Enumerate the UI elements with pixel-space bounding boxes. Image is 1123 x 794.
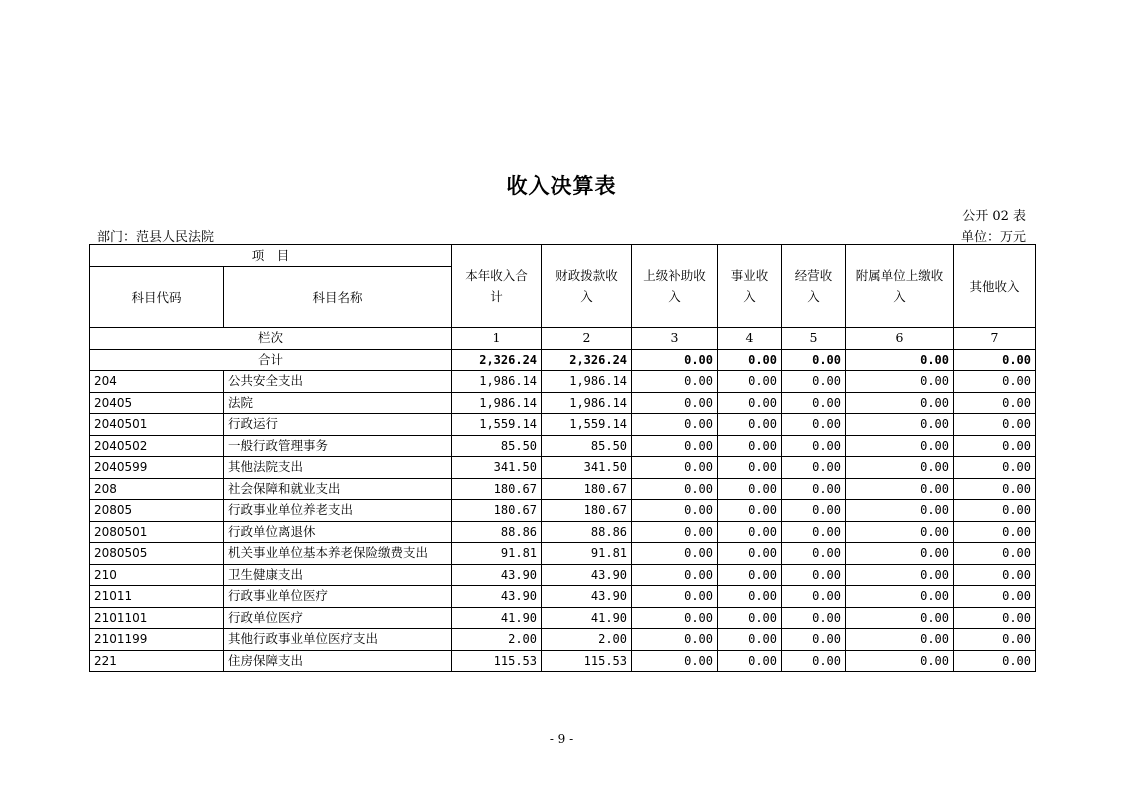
column-header: 上级补助收 入 [632, 245, 718, 328]
amount-cell: 180.67 [542, 478, 632, 500]
amount-cell: 0.00 [632, 478, 718, 500]
amount-cell: 0.00 [718, 629, 782, 651]
amount-cell: 88.86 [452, 521, 542, 543]
index-cell: 4 [718, 328, 782, 350]
amount-cell: 0.00 [718, 650, 782, 672]
amount-cell: 180.67 [542, 500, 632, 522]
amount-cell: 91.81 [542, 543, 632, 565]
amount-cell: 2.00 [542, 629, 632, 651]
amount-cell: 0.00 [718, 543, 782, 565]
amount-cell: 0.00 [632, 543, 718, 565]
index-cell: 6 [846, 328, 954, 350]
amount-cell: 0.00 [954, 500, 1036, 522]
table-row [90, 629, 1036, 651]
subject-code: 2040501 [90, 414, 224, 436]
table-row [90, 435, 1036, 457]
amount-cell: 0.00 [782, 564, 846, 586]
table-row [90, 543, 1036, 565]
amount-cell: 0.00 [782, 607, 846, 629]
amount-cell: 0.00 [846, 650, 954, 672]
index-row [90, 328, 1036, 350]
subject-code: 204 [90, 371, 224, 393]
subject-code: 210 [90, 564, 224, 586]
column-header: 附属单位上缴收 入 [846, 245, 954, 328]
amount-cell: 0.00 [846, 521, 954, 543]
amount-cell: 0.00 [846, 371, 954, 393]
subject-name: 机关事业单位基本养老保险缴费支出 [224, 543, 452, 565]
form-number: 公开 02 表 [962, 209, 1026, 224]
amount-cell: 0.00 [782, 435, 846, 457]
index-cell: 7 [954, 328, 1036, 350]
amount-cell: 2.00 [452, 629, 542, 651]
index-label: 栏次 [90, 328, 452, 350]
subject-name: 住房保障支出 [224, 650, 452, 672]
amount-cell: 0.00 [782, 586, 846, 608]
subject-name: 法院 [224, 392, 452, 414]
table-row [90, 392, 1036, 414]
amount-cell: 0.00 [718, 521, 782, 543]
amount-cell: 0.00 [632, 371, 718, 393]
total-value: 0.00 [954, 349, 1036, 371]
amount-cell: 0.00 [846, 435, 954, 457]
amount-cell: 1,986.14 [542, 392, 632, 414]
column-header: 财政拨款收 入 [542, 245, 632, 328]
table-row [90, 500, 1036, 522]
amount-cell: 43.90 [452, 564, 542, 586]
amount-cell: 0.00 [782, 650, 846, 672]
amount-cell: 0.00 [782, 500, 846, 522]
amount-cell: 1,986.14 [542, 371, 632, 393]
amount-cell: 180.67 [452, 478, 542, 500]
header-row-project [90, 245, 1036, 267]
amount-cell: 0.00 [718, 478, 782, 500]
amount-cell: 43.90 [542, 586, 632, 608]
amount-cell: 0.00 [782, 371, 846, 393]
index-cell: 5 [782, 328, 846, 350]
subject-code: 21011 [90, 586, 224, 608]
amount-cell: 0.00 [632, 586, 718, 608]
amount-cell: 85.50 [452, 435, 542, 457]
amount-cell: 0.00 [632, 435, 718, 457]
amount-cell: 0.00 [632, 521, 718, 543]
amount-cell: 0.00 [718, 586, 782, 608]
amount-cell: 41.90 [452, 607, 542, 629]
amount-cell: 1,559.14 [452, 414, 542, 436]
subject-code: 20805 [90, 500, 224, 522]
amount-cell: 0.00 [846, 457, 954, 479]
subject-name: 行政运行 [224, 414, 452, 436]
index-cell: 2 [542, 328, 632, 350]
amount-cell: 0.00 [632, 629, 718, 651]
subject-name: 行政单位离退休 [224, 521, 452, 543]
table-row [90, 650, 1036, 672]
name-header: 科目名称 [224, 267, 452, 328]
subject-code: 2101199 [90, 629, 224, 651]
amount-cell: 1,986.14 [452, 392, 542, 414]
amount-cell: 0.00 [954, 392, 1036, 414]
amount-cell: 0.00 [718, 414, 782, 436]
subject-code: 20405 [90, 392, 224, 414]
department-label: 部门：范县人民法院 [97, 230, 215, 245]
subject-name: 其他法院支出 [224, 457, 452, 479]
subject-code: 2040502 [90, 435, 224, 457]
amount-cell: 0.00 [782, 521, 846, 543]
amount-cell: 0.00 [846, 414, 954, 436]
subject-code: 2080501 [90, 521, 224, 543]
amount-cell: 0.00 [954, 521, 1036, 543]
amount-cell: 0.00 [718, 392, 782, 414]
amount-cell: 0.00 [782, 414, 846, 436]
amount-cell: 180.67 [452, 500, 542, 522]
amount-cell: 0.00 [846, 478, 954, 500]
amount-cell: 0.00 [954, 564, 1036, 586]
total-row [90, 349, 1036, 371]
subject-name: 行政事业单位医疗 [224, 586, 452, 608]
amount-cell: 0.00 [718, 607, 782, 629]
amount-cell: 0.00 [718, 457, 782, 479]
amount-cell: 43.90 [542, 564, 632, 586]
index-cell: 3 [632, 328, 718, 350]
subject-name: 一般行政管理事务 [224, 435, 452, 457]
amount-cell: 0.00 [782, 478, 846, 500]
amount-cell: 0.00 [782, 543, 846, 565]
total-value: 0.00 [718, 349, 782, 371]
amount-cell: 0.00 [718, 564, 782, 586]
amount-cell: 43.90 [452, 586, 542, 608]
amount-cell: 0.00 [782, 629, 846, 651]
amount-cell: 41.90 [542, 607, 632, 629]
amount-cell: 0.00 [718, 435, 782, 457]
amount-cell: 341.50 [542, 457, 632, 479]
table-row [90, 564, 1036, 586]
amount-cell: 0.00 [632, 392, 718, 414]
subject-code: 221 [90, 650, 224, 672]
amount-cell: 0.00 [846, 607, 954, 629]
amount-cell: 0.00 [632, 564, 718, 586]
amount-cell: 0.00 [954, 607, 1036, 629]
amount-cell: 0.00 [954, 629, 1036, 651]
amount-cell: 0.00 [782, 392, 846, 414]
column-header: 事业收 入 [718, 245, 782, 328]
index-cell: 1 [452, 328, 542, 350]
column-header: 本年收入合 计 [452, 245, 542, 328]
column-header: 经营收 入 [782, 245, 846, 328]
project-header: 项 目 [90, 245, 452, 267]
amount-cell: 0.00 [846, 392, 954, 414]
amount-cell: 0.00 [954, 371, 1036, 393]
amount-cell: 1,559.14 [542, 414, 632, 436]
total-value: 2,326.24 [542, 349, 632, 371]
subject-name: 公共安全支出 [224, 371, 452, 393]
total-value: 0.00 [782, 349, 846, 371]
table-row [90, 457, 1036, 479]
amount-cell: 0.00 [632, 457, 718, 479]
amount-cell: 0.00 [954, 478, 1036, 500]
subject-code: 2101101 [90, 607, 224, 629]
amount-cell: 0.00 [954, 586, 1036, 608]
subject-name: 行政事业单位养老支出 [224, 500, 452, 522]
amount-cell: 0.00 [632, 607, 718, 629]
amount-cell: 341.50 [452, 457, 542, 479]
amount-cell: 0.00 [632, 500, 718, 522]
total-value: 0.00 [846, 349, 954, 371]
table-row [90, 607, 1036, 629]
table-row [90, 521, 1036, 543]
subject-name: 行政单位医疗 [224, 607, 452, 629]
subject-name: 卫生健康支出 [224, 564, 452, 586]
total-value: 2,326.24 [452, 349, 542, 371]
amount-cell: 0.00 [954, 414, 1036, 436]
subject-code: 2080505 [90, 543, 224, 565]
table-row [90, 414, 1036, 436]
subject-name: 其他行政事业单位医疗支出 [224, 629, 452, 651]
amount-cell: 0.00 [846, 500, 954, 522]
income-table [89, 244, 1036, 672]
amount-cell: 0.00 [954, 650, 1036, 672]
amount-cell: 85.50 [542, 435, 632, 457]
amount-cell: 91.81 [452, 543, 542, 565]
amount-cell: 115.53 [452, 650, 542, 672]
page-title: 收入决算表 [506, 173, 617, 198]
amount-cell: 0.00 [718, 500, 782, 522]
amount-cell: 0.00 [632, 650, 718, 672]
amount-cell: 0.00 [846, 543, 954, 565]
amount-cell: 0.00 [846, 629, 954, 651]
amount-cell: 0.00 [718, 371, 782, 393]
amount-cell: 0.00 [954, 457, 1036, 479]
table-row [90, 586, 1036, 608]
amount-cell: 0.00 [846, 564, 954, 586]
amount-cell: 0.00 [954, 543, 1036, 565]
code-header: 科目代码 [90, 267, 224, 328]
total-label: 合计 [90, 349, 452, 371]
subject-name: 社会保障和就业支出 [224, 478, 452, 500]
amount-cell: 88.86 [542, 521, 632, 543]
table-row [90, 371, 1036, 393]
amount-cell: 0.00 [846, 586, 954, 608]
subject-code: 208 [90, 478, 224, 500]
page-number: - 9 - [549, 732, 574, 746]
total-value: 0.00 [632, 349, 718, 371]
amount-cell: 0.00 [632, 414, 718, 436]
unit-label: 单位：万元 [960, 230, 1026, 245]
column-header: 其他收入 [954, 245, 1036, 328]
amount-cell: 115.53 [542, 650, 632, 672]
amount-cell: 0.00 [782, 457, 846, 479]
subject-code: 2040599 [90, 457, 224, 479]
amount-cell: 0.00 [954, 435, 1036, 457]
table-row [90, 478, 1036, 500]
amount-cell: 1,986.14 [452, 371, 542, 393]
